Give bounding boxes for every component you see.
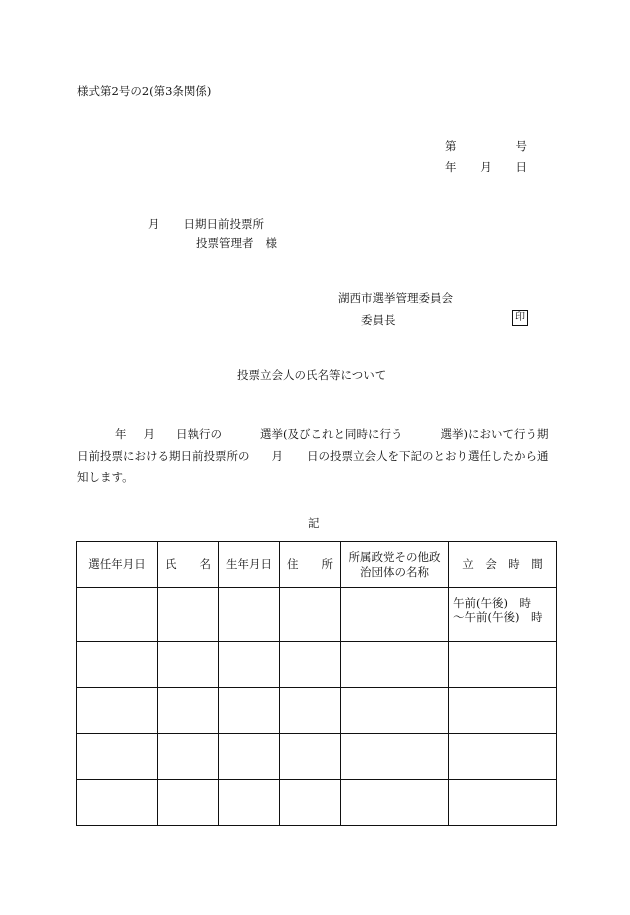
witness-table bbox=[76, 541, 557, 826]
table-row bbox=[77, 642, 557, 688]
date-day: 日 bbox=[515, 160, 527, 174]
table-cell[interactable] bbox=[77, 780, 158, 826]
table-cell[interactable] bbox=[280, 780, 341, 826]
document-number-line bbox=[445, 141, 527, 153]
table-cell[interactable] bbox=[219, 780, 280, 826]
table-cell[interactable] bbox=[449, 780, 557, 826]
time-cell[interactable] bbox=[449, 588, 557, 642]
body-execution-day: 日執行の bbox=[176, 427, 222, 441]
addressee-line-2 bbox=[196, 238, 277, 250]
date-year: 年 bbox=[445, 160, 457, 174]
table-cell[interactable] bbox=[219, 688, 280, 734]
table-cell[interactable] bbox=[219, 588, 280, 642]
header-cell: 氏 名 bbox=[158, 542, 219, 588]
addressee-honorific: 様 bbox=[265, 236, 277, 250]
table-cell[interactable] bbox=[341, 688, 449, 734]
header-cell: 所属政党その他政治団体の名称 bbox=[341, 542, 449, 588]
date-month: 月 bbox=[480, 160, 492, 174]
table-cell[interactable] bbox=[219, 642, 280, 688]
header-cell: 生年月日 bbox=[219, 542, 280, 588]
table-cell[interactable] bbox=[449, 688, 557, 734]
table-row bbox=[77, 688, 557, 734]
body-notice: 日の投票立会人を下記のとおり選任したから通知します。 bbox=[77, 448, 549, 484]
body-early-voting: 選挙)において行う期日前投票における期日前投票所の bbox=[77, 427, 549, 463]
table-cell[interactable] bbox=[158, 780, 219, 826]
table-cell[interactable] bbox=[77, 688, 158, 734]
issuer-organization: 湖西市選挙管理委員会 bbox=[338, 291, 453, 305]
table-cell[interactable] bbox=[341, 588, 449, 642]
table-cell[interactable] bbox=[341, 642, 449, 688]
ki-heading: 記 bbox=[308, 516, 320, 530]
body-month-2: 月 bbox=[271, 448, 283, 463]
number-suffix: 号 bbox=[515, 139, 527, 153]
subject-heading: 投票立会人の氏名等について bbox=[237, 368, 387, 382]
table-cell[interactable] bbox=[77, 734, 158, 780]
body-year: 年 bbox=[115, 427, 127, 441]
table-cell[interactable] bbox=[77, 588, 158, 642]
document-date-line bbox=[445, 162, 527, 174]
body-paragraph bbox=[77, 424, 557, 489]
table-cell[interactable] bbox=[341, 734, 449, 780]
table-cell[interactable] bbox=[158, 734, 219, 780]
header-cell: 住 所 bbox=[280, 542, 341, 588]
table-cell[interactable] bbox=[280, 688, 341, 734]
time-start: 午前(午後) 時 bbox=[453, 596, 531, 610]
table-cell[interactable] bbox=[158, 642, 219, 688]
form-number-label: 様式第2号の2(第3条関係) bbox=[77, 84, 212, 98]
table-cell[interactable] bbox=[280, 734, 341, 780]
table-cell[interactable] bbox=[219, 734, 280, 780]
addressee-month: 月 bbox=[148, 217, 160, 231]
table-cell[interactable] bbox=[77, 642, 158, 688]
table-row bbox=[77, 734, 557, 780]
body-election: 選挙(及びこれと同時に行う bbox=[260, 427, 403, 441]
table-cell[interactable] bbox=[449, 642, 557, 688]
header-cell: 立 会 時 間 bbox=[449, 542, 557, 588]
issuer-title: 委員長 bbox=[361, 313, 396, 327]
table-cell[interactable] bbox=[280, 588, 341, 642]
addressee-line-1 bbox=[148, 219, 264, 231]
header-cell: 選任年月日 bbox=[77, 542, 158, 588]
table-cell[interactable] bbox=[158, 588, 219, 642]
table-cell[interactable] bbox=[449, 734, 557, 780]
body-month: 月 bbox=[143, 427, 155, 441]
addressee-polling-place: 日期日前投票所 bbox=[183, 217, 264, 231]
addressee-title: 投票管理者 bbox=[196, 236, 254, 250]
number-prefix: 第 bbox=[445, 139, 457, 153]
table-cell[interactable] bbox=[280, 642, 341, 688]
table-cell[interactable] bbox=[158, 688, 219, 734]
time-end: ～午前(午後) 時 bbox=[453, 610, 543, 625]
table-row bbox=[77, 588, 557, 642]
table-cell[interactable] bbox=[341, 780, 449, 826]
table-row bbox=[77, 780, 557, 826]
table-header-row bbox=[77, 542, 557, 588]
seal-mark: 印 bbox=[512, 310, 528, 326]
